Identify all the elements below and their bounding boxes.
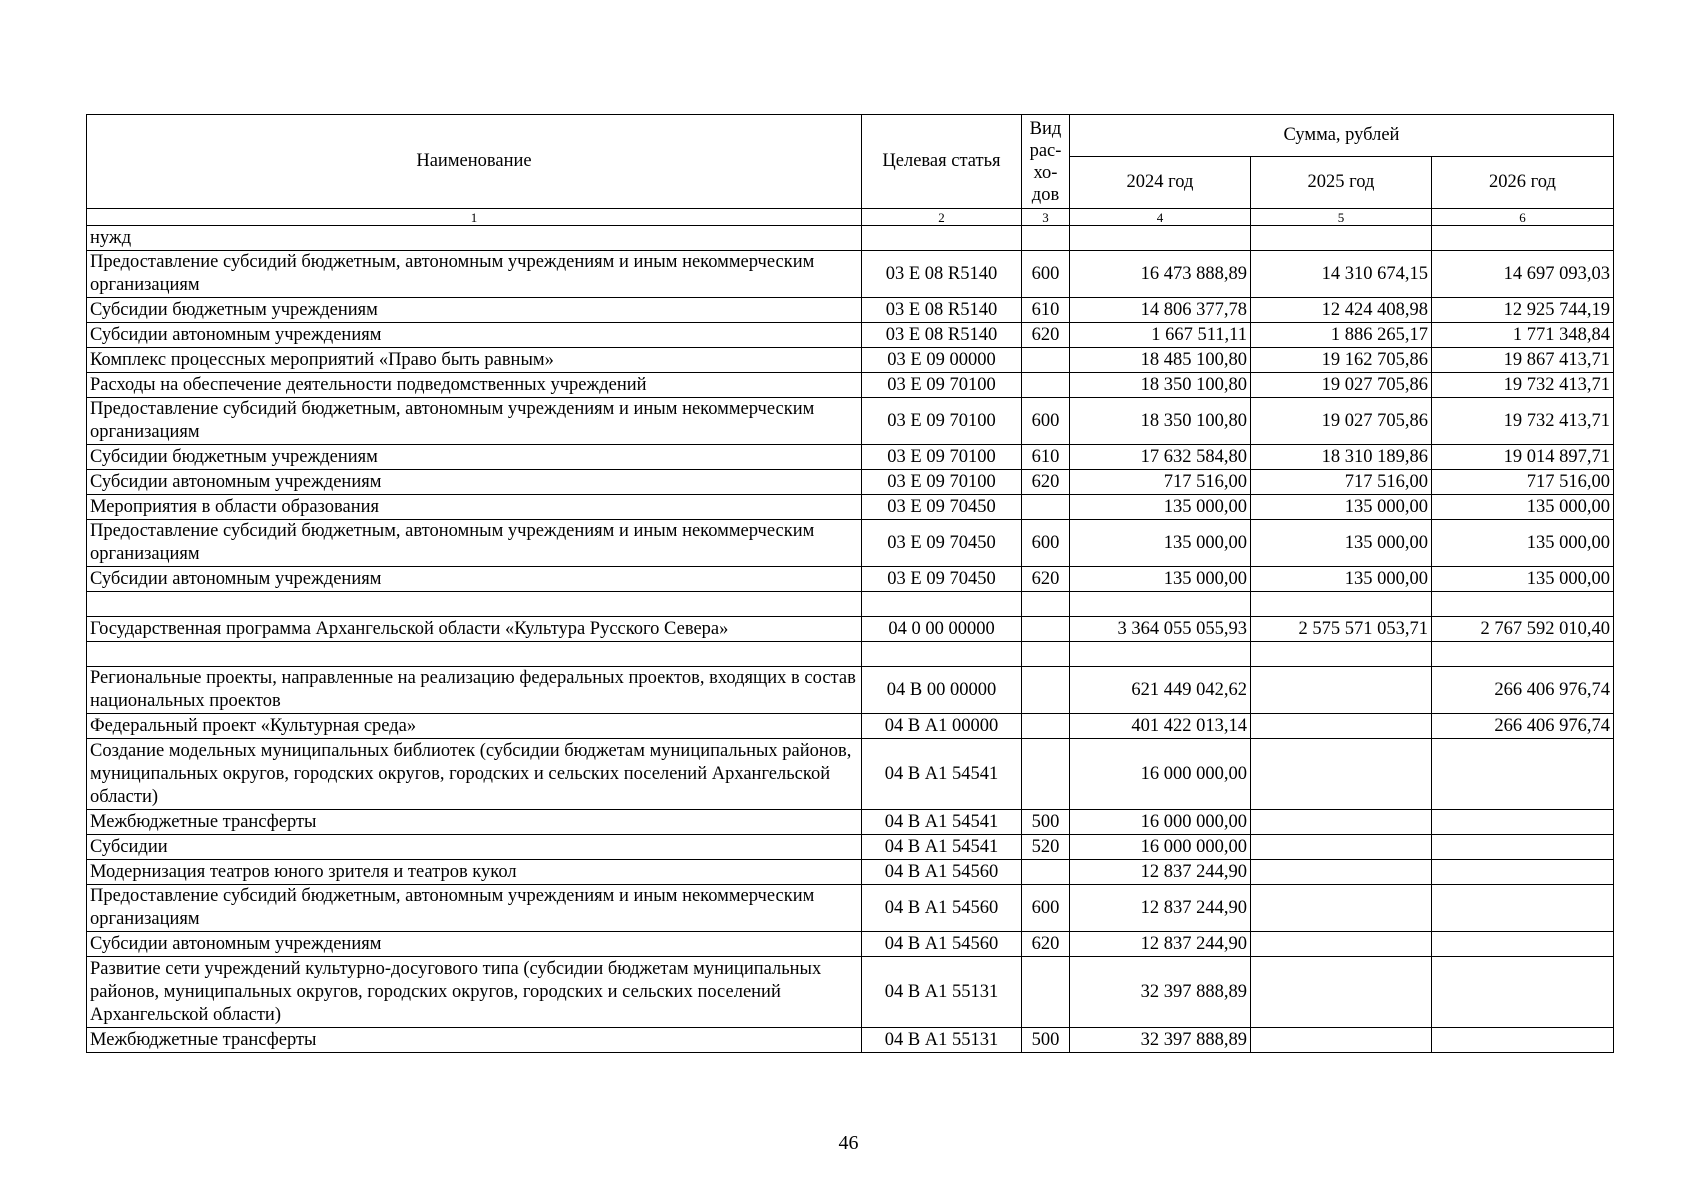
row-target-article: 03 Е 09 00000 <box>862 348 1022 373</box>
row-target-article: 03 Е 08 R5140 <box>862 251 1022 298</box>
table-row <box>87 298 1614 323</box>
row-target-article <box>862 592 1022 617</box>
row-expense-type <box>1022 592 1070 617</box>
table-row <box>87 323 1614 348</box>
row-amount-2024: 135 000,00 <box>1070 520 1251 567</box>
row-target-article: 03 Е 09 70100 <box>862 398 1022 445</box>
row-amount-2026: 19 732 413,71 <box>1432 373 1614 398</box>
row-name: Создание модельных муниципальных библиотек (субсидии бюджетам муниципальных районов, муниципальных округов, городских округов, городских и сельских поселений Архангельской области) <box>87 739 862 810</box>
spacer-row <box>87 642 1614 667</box>
table-row <box>87 714 1614 739</box>
row-expense-type: 600 <box>1022 520 1070 567</box>
header-year-2024: 2024 год <box>1070 157 1251 209</box>
row-name: Субсидии бюджетным учреждениям <box>87 445 862 470</box>
row-name <box>87 592 862 617</box>
row-target-article: 04 0 00 00000 <box>862 617 1022 642</box>
row-name <box>87 642 862 667</box>
table-row <box>87 470 1614 495</box>
row-name: Государственная программа Архангельской области «Культура Русского Севера» <box>87 617 862 642</box>
row-expense-type: 620 <box>1022 932 1070 957</box>
row-amount-2025 <box>1251 932 1432 957</box>
row-amount-2024: 18 350 100,80 <box>1070 373 1251 398</box>
row-amount-2024: 16 000 000,00 <box>1070 739 1251 810</box>
row-amount-2025: 12 424 408,98 <box>1251 298 1432 323</box>
row-expense-type: 520 <box>1022 835 1070 860</box>
row-name: Федеральный проект «Культурная среда» <box>87 714 862 739</box>
row-amount-2024: 135 000,00 <box>1070 495 1251 520</box>
row-amount-2026 <box>1432 592 1614 617</box>
row-amount-2026 <box>1432 1028 1614 1053</box>
table-row <box>87 885 1614 932</box>
row-amount-2025: 19 162 705,86 <box>1251 348 1432 373</box>
row-amount-2025: 135 000,00 <box>1251 567 1432 592</box>
row-amount-2025: 14 310 674,15 <box>1251 251 1432 298</box>
table-row <box>87 567 1614 592</box>
column-number: 3 <box>1022 209 1070 226</box>
row-target-article: 03 Е 09 70100 <box>862 470 1022 495</box>
row-target-article: 03 Е 09 70450 <box>862 495 1022 520</box>
row-name: Субсидии автономным учреждениям <box>87 567 862 592</box>
table-row <box>87 667 1614 714</box>
row-target-article: 04 В А1 54541 <box>862 835 1022 860</box>
row-expense-type <box>1022 667 1070 714</box>
row-amount-2026 <box>1432 226 1614 251</box>
row-name: Модернизация театров юного зрителя и театров кукол <box>87 860 862 885</box>
row-amount-2025: 135 000,00 <box>1251 495 1432 520</box>
row-amount-2025 <box>1251 885 1432 932</box>
table-row <box>87 810 1614 835</box>
row-target-article: 04 В А1 54560 <box>862 860 1022 885</box>
row-amount-2025 <box>1251 667 1432 714</box>
table-row <box>87 835 1614 860</box>
budget-table <box>86 114 1614 1053</box>
table-row <box>87 445 1614 470</box>
row-name: нужд <box>87 226 862 251</box>
row-target-article: 04 В А1 54541 <box>862 810 1022 835</box>
row-amount-2025: 19 027 705,86 <box>1251 373 1432 398</box>
row-amount-2025 <box>1251 860 1432 885</box>
row-amount-2024: 12 837 244,90 <box>1070 932 1251 957</box>
row-name: Субсидии автономным учреждениям <box>87 323 862 348</box>
row-name: Субсидии бюджетным учреждениям <box>87 298 862 323</box>
table-row <box>87 373 1614 398</box>
row-expense-type: 500 <box>1022 810 1070 835</box>
header-year-2026: 2026 год <box>1432 157 1614 209</box>
row-name: Расходы на обеспечение деятельности подведомственных учреждений <box>87 373 862 398</box>
row-amount-2025: 2 575 571 053,71 <box>1251 617 1432 642</box>
row-amount-2025 <box>1251 810 1432 835</box>
row-name: Региональные проекты, направленные на реализацию федеральных проектов, входящих в состав национальных проектов <box>87 667 862 714</box>
row-amount-2026: 717 516,00 <box>1432 470 1614 495</box>
row-target-article: 03 Е 08 R5140 <box>862 298 1022 323</box>
row-expense-type <box>1022 617 1070 642</box>
row-expense-type: 610 <box>1022 445 1070 470</box>
row-amount-2024: 135 000,00 <box>1070 567 1251 592</box>
row-amount-2026: 266 406 976,74 <box>1432 667 1614 714</box>
row-amount-2024: 1 667 511,11 <box>1070 323 1251 348</box>
header-year-2025: 2025 год <box>1251 157 1432 209</box>
row-name: Комплекс процессных мероприятий «Право быть равным» <box>87 348 862 373</box>
row-target-article: 03 Е 08 R5140 <box>862 323 1022 348</box>
row-expense-type <box>1022 348 1070 373</box>
row-expense-type: 620 <box>1022 567 1070 592</box>
row-name: Развитие сети учреждений культурно-досугового типа (субсидии бюджетам муниципальных районов, муниципальных округов, городских округов, городских и сельских поселений Архангельской области) <box>87 957 862 1028</box>
row-target-article: 03 Е 09 70100 <box>862 373 1022 398</box>
row-amount-2025 <box>1251 226 1432 251</box>
table-header <box>87 115 1614 226</box>
row-amount-2024: 17 632 584,80 <box>1070 445 1251 470</box>
header-expense-type <box>1022 115 1070 209</box>
page-number: 46 <box>838 1132 859 1154</box>
row-amount-2026: 135 000,00 <box>1432 495 1614 520</box>
row-amount-2024: 18 485 100,80 <box>1070 348 1251 373</box>
row-amount-2025: 18 310 189,86 <box>1251 445 1432 470</box>
row-amount-2025 <box>1251 714 1432 739</box>
row-name: Субсидии автономным учреждениям <box>87 932 862 957</box>
row-amount-2024: 32 397 888,89 <box>1070 957 1251 1028</box>
row-expense-type: 620 <box>1022 323 1070 348</box>
row-name: Предоставление субсидий бюджетным, автономным учреждениям и иным некоммерческим организациям <box>87 251 862 298</box>
row-expense-type: 600 <box>1022 398 1070 445</box>
row-amount-2026 <box>1432 885 1614 932</box>
row-target-article: 04 В А1 55131 <box>862 1028 1022 1053</box>
row-expense-type <box>1022 739 1070 810</box>
row-name: Предоставление субсидий бюджетным, автономным учреждениям и иным некоммерческим организациям <box>87 398 862 445</box>
row-amount-2026: 135 000,00 <box>1432 520 1614 567</box>
row-amount-2025 <box>1251 642 1432 667</box>
row-expense-type <box>1022 860 1070 885</box>
row-target-article <box>862 226 1022 251</box>
row-amount-2024: 3 364 055 055,93 <box>1070 617 1251 642</box>
table-row <box>87 520 1614 567</box>
table-row <box>87 495 1614 520</box>
row-amount-2024: 12 837 244,90 <box>1070 885 1251 932</box>
row-amount-2026 <box>1432 739 1614 810</box>
table-row <box>87 860 1614 885</box>
row-amount-2025: 19 027 705,86 <box>1251 398 1432 445</box>
header-expense-type-line: Вид <box>1029 118 1062 139</box>
column-number: 1 <box>87 209 862 226</box>
row-amount-2026: 135 000,00 <box>1432 567 1614 592</box>
row-target-article <box>862 642 1022 667</box>
row-amount-2026: 19 014 897,71 <box>1432 445 1614 470</box>
row-name: Субсидии <box>87 835 862 860</box>
row-amount-2024: 14 806 377,78 <box>1070 298 1251 323</box>
header-sum: Сумма, рублей <box>1070 115 1614 157</box>
row-amount-2025: 135 000,00 <box>1251 520 1432 567</box>
row-amount-2026 <box>1432 835 1614 860</box>
row-name: Мероприятия в области образования <box>87 495 862 520</box>
table-body <box>87 226 1614 1053</box>
row-amount-2026 <box>1432 957 1614 1028</box>
header-expense-type-line: дов <box>1031 184 1060 205</box>
row-expense-type: 610 <box>1022 298 1070 323</box>
row-amount-2024: 18 350 100,80 <box>1070 398 1251 445</box>
row-amount-2026 <box>1432 860 1614 885</box>
row-amount-2024: 12 837 244,90 <box>1070 860 1251 885</box>
row-name: Межбюджетные трансферты <box>87 810 862 835</box>
row-expense-type: 620 <box>1022 470 1070 495</box>
column-number: 4 <box>1070 209 1251 226</box>
header-name: Наименование <box>87 115 862 209</box>
row-expense-type: 600 <box>1022 251 1070 298</box>
row-target-article: 03 Е 09 70100 <box>862 445 1022 470</box>
row-amount-2024: 16 473 888,89 <box>1070 251 1251 298</box>
row-amount-2025: 1 886 265,17 <box>1251 323 1432 348</box>
row-amount-2025 <box>1251 1028 1432 1053</box>
table-row <box>87 251 1614 298</box>
row-amount-2025 <box>1251 739 1432 810</box>
row-amount-2024 <box>1070 226 1251 251</box>
row-amount-2026: 14 697 093,03 <box>1432 251 1614 298</box>
row-amount-2024: 401 422 013,14 <box>1070 714 1251 739</box>
header-expense-type-line: хо- <box>1033 162 1058 183</box>
row-target-article: 03 Е 09 70450 <box>862 520 1022 567</box>
row-amount-2025 <box>1251 592 1432 617</box>
row-amount-2024: 16 000 000,00 <box>1070 810 1251 835</box>
row-expense-type <box>1022 957 1070 1028</box>
column-numbers-row <box>87 209 1614 226</box>
row-amount-2024: 621 449 042,62 <box>1070 667 1251 714</box>
row-amount-2024 <box>1070 592 1251 617</box>
row-expense-type: 600 <box>1022 885 1070 932</box>
row-amount-2025 <box>1251 957 1432 1028</box>
row-expense-type <box>1022 226 1070 251</box>
row-amount-2025: 717 516,00 <box>1251 470 1432 495</box>
spacer-row <box>87 592 1614 617</box>
row-expense-type <box>1022 714 1070 739</box>
row-amount-2026 <box>1432 810 1614 835</box>
table-row <box>87 226 1614 251</box>
column-number: 5 <box>1251 209 1432 226</box>
row-amount-2026: 1 771 348,84 <box>1432 323 1614 348</box>
table-row <box>87 957 1614 1028</box>
table-row <box>87 398 1614 445</box>
table-row <box>87 617 1614 642</box>
row-name: Предоставление субсидий бюджетным, автономным учреждениям и иным некоммерческим организациям <box>87 520 862 567</box>
row-amount-2024: 32 397 888,89 <box>1070 1028 1251 1053</box>
table-row <box>87 932 1614 957</box>
table-row <box>87 348 1614 373</box>
row-amount-2026: 12 925 744,19 <box>1432 298 1614 323</box>
row-amount-2026: 2 767 592 010,40 <box>1432 617 1614 642</box>
header-expense-type-line: рас- <box>1029 140 1062 161</box>
row-target-article: 04 В 00 00000 <box>862 667 1022 714</box>
row-amount-2024: 16 000 000,00 <box>1070 835 1251 860</box>
row-expense-type <box>1022 642 1070 667</box>
row-amount-2026: 266 406 976,74 <box>1432 714 1614 739</box>
row-target-article: 04 В А1 54541 <box>862 739 1022 810</box>
row-amount-2024: 717 516,00 <box>1070 470 1251 495</box>
column-number: 2 <box>862 209 1022 226</box>
row-amount-2026: 19 732 413,71 <box>1432 398 1614 445</box>
header-target-article: Целевая статья <box>862 115 1022 209</box>
row-name: Межбюджетные трансферты <box>87 1028 862 1053</box>
row-amount-2025 <box>1251 835 1432 860</box>
row-expense-type <box>1022 373 1070 398</box>
row-expense-type <box>1022 495 1070 520</box>
row-target-article: 03 Е 09 70450 <box>862 567 1022 592</box>
row-name: Субсидии автономным учреждениям <box>87 470 862 495</box>
table-row <box>87 1028 1614 1053</box>
row-expense-type: 500 <box>1022 1028 1070 1053</box>
row-target-article: 04 В А1 54560 <box>862 885 1022 932</box>
table-row <box>87 739 1614 810</box>
row-amount-2026: 19 867 413,71 <box>1432 348 1614 373</box>
column-number: 6 <box>1432 209 1614 226</box>
row-amount-2026 <box>1432 642 1614 667</box>
row-target-article: 04 В А1 54560 <box>862 932 1022 957</box>
row-amount-2026 <box>1432 932 1614 957</box>
row-target-article: 04 В А1 55131 <box>862 957 1022 1028</box>
row-amount-2024 <box>1070 642 1251 667</box>
row-name: Предоставление субсидий бюджетным, автономным учреждениям и иным некоммерческим организациям <box>87 885 862 932</box>
row-target-article: 04 В А1 00000 <box>862 714 1022 739</box>
